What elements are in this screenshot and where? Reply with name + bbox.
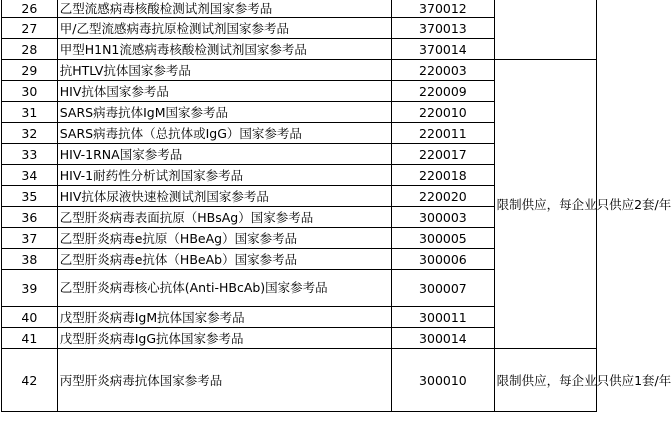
- row-number: 41: [2, 328, 58, 349]
- row-number: 35: [2, 186, 58, 207]
- row-number: 28: [2, 39, 58, 60]
- product-name: SARS病毒抗体（总抗体或IgG）国家参考品: [57, 123, 391, 144]
- row-number: 33: [2, 144, 58, 165]
- product-name: 戊型肝炎病毒IgM抗体国家参考品: [57, 307, 391, 328]
- product-name: 丙型肝炎病毒抗体国家参考品: [57, 349, 391, 412]
- product-code: 220003: [392, 60, 494, 81]
- product-code: 300006: [392, 249, 494, 270]
- product-code: 300003: [392, 207, 494, 228]
- product-code: 300005: [392, 228, 494, 249]
- supply-note-one-set: 限制供应，每企业只供应1套/年: [494, 349, 596, 412]
- row-number: 42: [2, 349, 58, 412]
- row-number: 37: [2, 228, 58, 249]
- product-code: 370013: [392, 18, 494, 39]
- row-number: 30: [2, 81, 58, 102]
- row-number: 29: [2, 60, 58, 81]
- product-name: 乙型肝炎病毒e抗原（HBeAg）国家参考品: [57, 228, 391, 249]
- row-number: 39: [2, 270, 58, 307]
- product-name: HIV-1RNA国家参考品: [57, 144, 391, 165]
- row-number: 34: [2, 165, 58, 186]
- product-code: 220010: [392, 102, 494, 123]
- product-code: 220017: [392, 144, 494, 165]
- row-number: 36: [2, 207, 58, 228]
- supply-note-empty: [494, 0, 596, 60]
- product-code: 300011: [392, 307, 494, 328]
- product-code: 370012: [392, 0, 494, 18]
- product-code: 300014: [392, 328, 494, 349]
- product-code: 300010: [392, 349, 494, 412]
- table-row: [2, 0, 597, 18]
- product-name: 抗HTLV抗体国家参考品: [57, 60, 391, 81]
- product-code: 220020: [392, 186, 494, 207]
- row-number: 40: [2, 307, 58, 328]
- product-name: 乙型肝炎病毒e抗体（HBeAb）国家参考品: [57, 249, 391, 270]
- row-number: 27: [2, 18, 58, 39]
- row-number: 31: [2, 102, 58, 123]
- product-name: 甲型H1N1流感病毒核酸检测试剂国家参考品: [57, 39, 391, 60]
- product-code: 300007: [392, 270, 494, 307]
- product-code: 220018: [392, 165, 494, 186]
- row-number: 38: [2, 249, 58, 270]
- product-code: 220011: [392, 123, 494, 144]
- product-name: SARS病毒抗体IgM国家参考品: [57, 102, 391, 123]
- product-name: HIV抗体国家参考品: [57, 81, 391, 102]
- row-number: 26: [2, 0, 58, 18]
- product-name: 乙型肝炎病毒核心抗体(Anti-HBcAb)国家参考品: [57, 270, 391, 307]
- product-name: HIV-1耐药性分析试剂国家参考品: [57, 165, 391, 186]
- reference-material-table: [1, 0, 671, 412]
- product-name: 乙型流感病毒核酸检测试剂国家参考品: [57, 0, 391, 18]
- product-name: 戊型肝炎病毒IgG抗体国家参考品: [57, 328, 391, 349]
- table-row: [2, 349, 597, 412]
- product-code: 370014: [392, 39, 494, 60]
- product-code: 220009: [392, 81, 494, 102]
- product-name: 甲/乙型流感病毒抗原检测试剂国家参考品: [57, 18, 391, 39]
- product-name: HIV抗体尿液快速检测试剂国家参考品: [57, 186, 391, 207]
- table-row: [2, 60, 597, 81]
- product-name: 乙型肝炎病毒表面抗原（HBsAg）国家参考品: [57, 207, 391, 228]
- supply-note-two-sets: 限制供应，每企业只供应2套/年: [494, 60, 596, 349]
- row-number: 32: [2, 123, 58, 144]
